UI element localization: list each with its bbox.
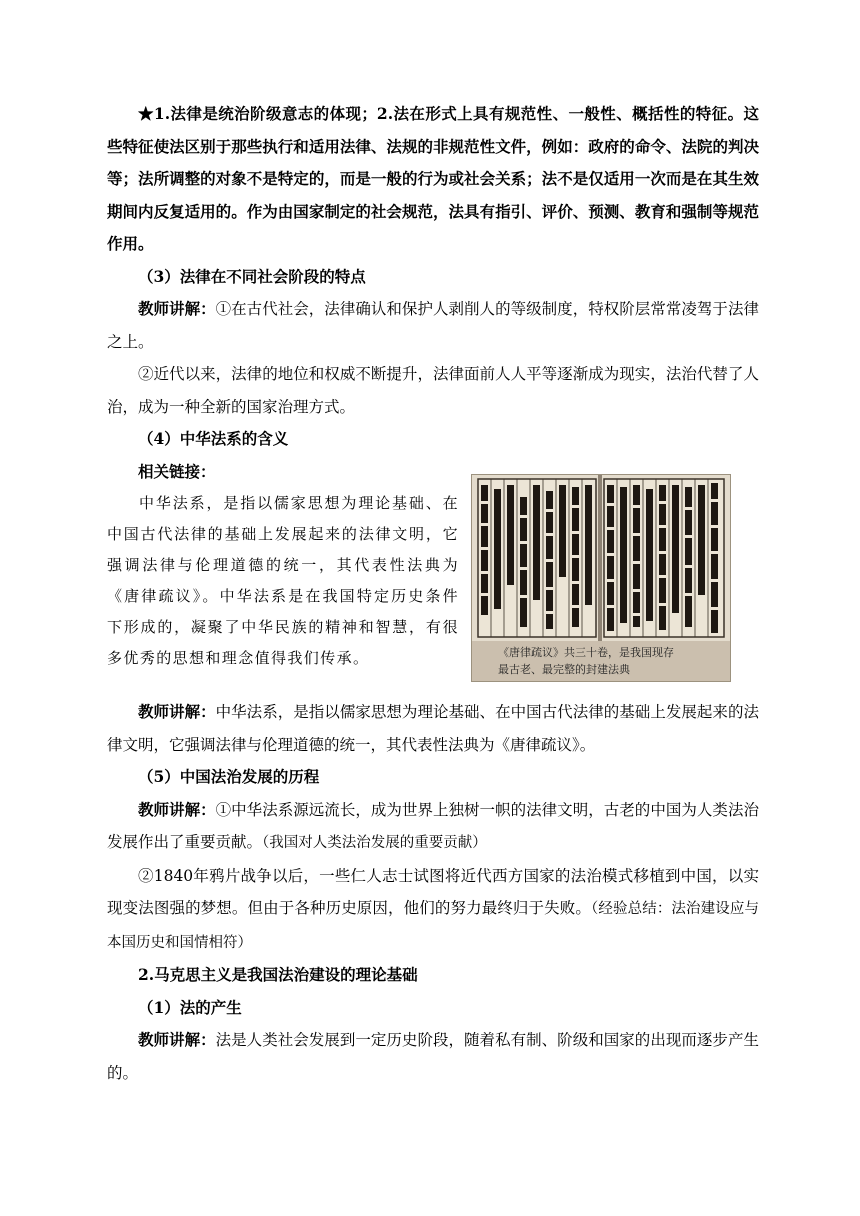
intro-paragraph (107, 98, 759, 261)
teacher-label: 教师讲解： (138, 1030, 216, 1049)
star-icon: ★ (138, 104, 154, 123)
teacher-label: 教师讲解： (138, 702, 216, 721)
related-link-block (107, 488, 759, 696)
section-5-note-1: （我国对人类法治发展的重要贡献） (262, 835, 487, 851)
intro-text: 1.法律是统治阶级意志的体现；2.法在形式上具有规范性、一般性、概括性的特征。这些特征使法区别于那些执行和适用法律、法规的非规范性文件，例如：政府的命令、法院的判决等；法所调整的对象不是特定的，而是一般的行为或社会关系；法不是仅适用一次而是在其生效期间内反复适用的。作为由国家制定的社会规范，法具有指引、评价、预测、教育和强制等规范作用。 (107, 104, 759, 253)
section-4-paragraph (107, 696, 759, 761)
part-2-sub-1-heading: （1）法的产生 (138, 997, 242, 1017)
section-5-note-2: （经验总结：法治建设应与本国历史和国情相符） (107, 901, 759, 951)
section-5-heading: （5）中国法治发展的历程 (138, 767, 320, 786)
section-3-paragraph-1 (107, 293, 759, 358)
section-5-paragraph-1 (107, 794, 759, 860)
photo-caption-line-2: 最古老、最完整的封建法典 (498, 663, 630, 676)
section-5-text-1: ①中华法系源远流长，成为世界上独树一帜的法律文明，古老的中国为人类法治发展作出了重要贡献。 (107, 800, 759, 851)
section-4-text: 中华法系，是指以儒家思想为理论基础、在中国古代法律的基础上发展起来的法律文明，它强调法律与伦理道德的统一，其代表性法典为《唐律疏议》。 (107, 703, 759, 754)
section-5-text-2: ②1840年鸦片战争以后，一些仁人志士试图将近代西方国家的法治模式移植到中国，以实现变法图强的梦想。但由于各种历史原因，他们的努力最终归于失败。 (107, 866, 759, 917)
photo-caption-line-1: 《唐律疏议》共三十卷，是我国现存 (498, 646, 674, 659)
related-link-label: 相关链接： (138, 461, 216, 481)
section-5-paragraph-2 (107, 860, 759, 960)
related-link-text: 中华法系，是指以儒家思想为理论基础、在中国古代法律的基础上发展起来的法律文明，它强调法律与伦理道德的统一，其代表性法典为《唐律疏议》。中华法系是在我国特定历史条件下形成的，凝聚了中华民族的精神和智慧，有很多优秀的思想和理念值得我们传承。 (107, 494, 459, 667)
section-3-heading: （3）法律在不同社会阶段的特点 (138, 266, 366, 286)
section-3-paragraph-2: ②近代以来，法律的地位和权威不断提升，法律面前人人平等逐渐成为现实，法治代替了人治，成为一种全新的国家治理方式。 (107, 365, 759, 416)
section-4-heading: （4）中华法系的含义 (138, 429, 289, 448)
part-2-paragraph (107, 1024, 759, 1089)
section-3-text-1: ①在古代社会，法律确认和保护人剥削人的等级制度，特权阶层常常凌驾于法律之上。 (107, 300, 759, 351)
ancient-book-image (472, 475, 730, 641)
document-page (107, 98, 759, 1089)
photo-caption (472, 641, 730, 681)
teacher-label: 教师讲解： (138, 799, 216, 819)
part-2-heading: 2.马克思主义是我国法治建设的理论基础 (138, 965, 418, 984)
part-2-text: 法是人类社会发展到一定历史阶段，随着私有制、阶级和国家的出现而逐步产生的。 (107, 1031, 759, 1082)
tang-code-photo (471, 474, 731, 682)
teacher-label: 教师讲解： (138, 299, 216, 318)
